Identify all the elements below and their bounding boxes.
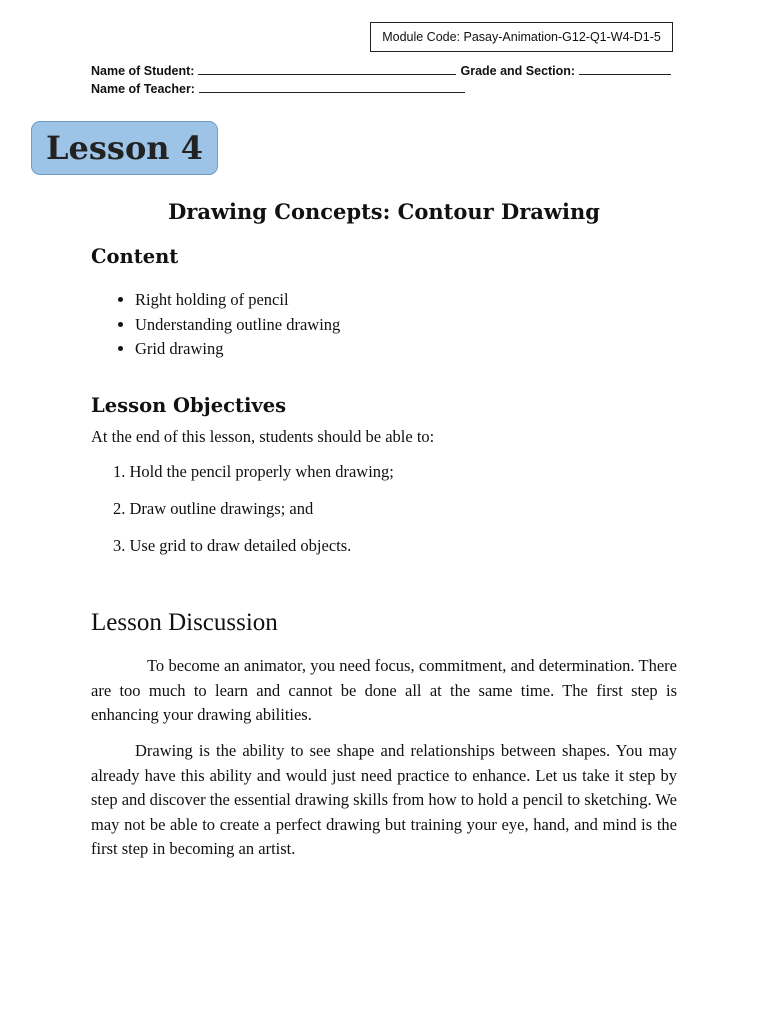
grade-section-label: Grade and Section: xyxy=(460,64,576,78)
list-item: • Right holding of pencil xyxy=(135,288,340,313)
grade-section-blank[interactable] xyxy=(579,64,671,75)
student-name-blank[interactable] xyxy=(198,64,456,75)
discussion-paragraph: To become an animator, you need focus, commitment, and determination. There are too much to learn and cannot be done all at the same time. The first step is enhancing your drawing abilities. xyxy=(91,656,677,724)
student-info-line xyxy=(91,64,675,78)
list-item: 2. Draw outline drawings; and xyxy=(113,499,314,518)
module-code: Module Code: Pasay-Animation-G12-Q1-W4-D1-5 xyxy=(382,30,661,44)
lesson-badge-label: Lesson 4 xyxy=(46,129,203,167)
list-item: 3. Use grid to draw detailed objects. xyxy=(113,536,352,555)
list-item: • Understanding outline drawing xyxy=(135,313,340,338)
content-list xyxy=(91,288,340,362)
discussion-paragraph: Drawing is the ability to see shape and relationships between shapes. You may already have this ability and would just need practice to enhance. Let us take it step by step and discover the essential drawing skills from how to hold a pencil to sketching. We may not be able to create a perfect drawing but training your eye, hand, and mind is the first step in becoming an artist. xyxy=(91,741,677,858)
page-title: Drawing Concepts: Contour Drawing xyxy=(168,199,600,224)
list-item: 1. Hold the pencil properly when drawing; xyxy=(113,462,394,481)
discussion-heading: Lesson Discussion xyxy=(91,609,278,636)
module-code-box xyxy=(370,22,673,52)
content-heading: Content xyxy=(91,245,179,268)
objectives-heading: Lesson Objectives xyxy=(91,394,287,417)
teacher-info-line xyxy=(91,82,469,96)
objectives-list xyxy=(113,462,394,573)
list-item: • Grid drawing xyxy=(135,337,340,362)
teacher-name-label: Name of Teacher: xyxy=(91,82,195,96)
objectives-intro: At the end of this lesson, students should be able to: xyxy=(91,427,435,446)
student-name-label: Name of Student: xyxy=(91,64,195,78)
teacher-name-blank[interactable] xyxy=(199,82,465,93)
lesson-badge xyxy=(31,121,218,175)
